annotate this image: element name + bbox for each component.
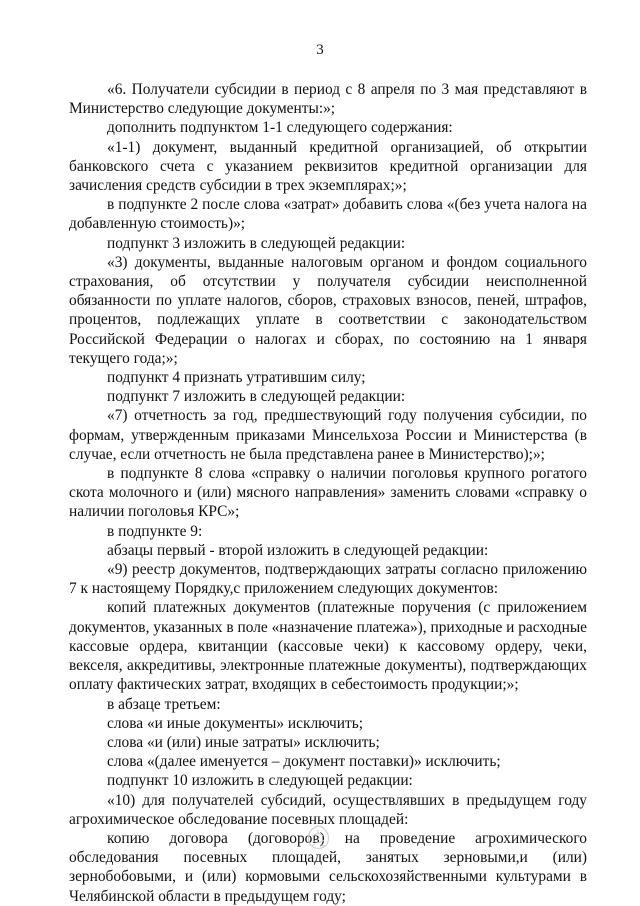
page-number: 3 <box>316 42 324 58</box>
paragraph: копий платежных документов (платежные поручения (с приложением документов, указанных в поле «назначение платежа»), приходные и расходные кассовые ордера, квитанции (кассовые чеки) к кассовому ордеру, чеки, векселя, аккредитивы, электронные платежные документы), подтверждающих оплату фактических затрат, входящих в себестоимость продукции;»; <box>69 599 587 694</box>
paragraph: копию договора (договоров) на проведение агрохимического обследования посевных площадей, занятых зерновыми,и (или) зернобобовыми, и (или) кормовыми сельскохозяйственными культурами в Челябинской области в предыдущем году; <box>69 829 587 905</box>
paragraph: в абзаце третьем: <box>107 695 221 713</box>
paragraph: слова «и (или) иные затраты» исключить; <box>107 733 380 751</box>
paragraph: «9) реестр документов, подтверждающих затраты согласно приложению 7 к настоящему Порядку,с приложением следующих документов: <box>69 561 587 598</box>
paragraph: «1-1) документ, выданный кредитной организацией, об открытии банковского счета с указанием реквизитов кредитной организации для зачисления средств субсидии в трех экземплярах;»; <box>69 138 587 195</box>
paragraph: слова «и иные документы» исключить; <box>107 714 364 732</box>
stamp-mark-icon <box>302 824 334 852</box>
paragraph: подпункт 7 изложить в следующей редакции: <box>107 388 406 406</box>
paragraph: «6. Получатели субсидии в период с 8 апреля по 3 мая представляют в Министерство следующие документы:»; <box>69 81 587 118</box>
paragraph: «7) отчетность за год, предшествующий году получения субсидии, по формам, утвержденным приказами Минсельхоза России и Министерства (в случае, если отчетность не была представлена ранее в Министерство);»; <box>69 407 587 463</box>
paragraph: в подпункте 9: <box>107 522 203 540</box>
paragraph: абзацы первый - второй изложить в следующей редакции: <box>107 541 489 559</box>
paragraph: подпункт 3 изложить в следующей редакции: <box>107 234 406 252</box>
paragraph: «10) для получателей субсидий, осуществлявших в предыдущем году агрохимическое обследование посевных площадей: <box>69 791 587 828</box>
paragraph: подпункт 4 признать утратившим силу; <box>107 369 366 387</box>
paragraph: в подпункте 2 после слова «затрат» добавить слова «(без учета налога на добавленную стоимость)»; <box>69 196 587 233</box>
document-body <box>69 80 587 906</box>
paragraph: «3) документы, выданные налоговым органом и фондом социального страхования, об отсутствии у получателя субсидии неисполненной обязанности по уплате налогов, сборов, страховых взносов, пеней, штрафов, процентов, подлежащих уплате в соответствии с законодательством Российской Федерации о налогах и сборах, по состоянию на 1 января текущего года;»; <box>69 253 587 367</box>
paragraph: дополнить подпунктом 1-1 следующего содержания: <box>107 119 453 137</box>
paragraph: подпункт 10 изложить в следующей редакции: <box>107 772 413 790</box>
paragraph: слова «(далее именуется – документ поставки)» исключить; <box>107 753 501 771</box>
paragraph: в подпункте 8 слова «справку о наличии поголовья крупного рогатого скота молочного и (или) мясного направления» заменить словами «справку о наличии поголовья КРС»; <box>69 465 587 521</box>
